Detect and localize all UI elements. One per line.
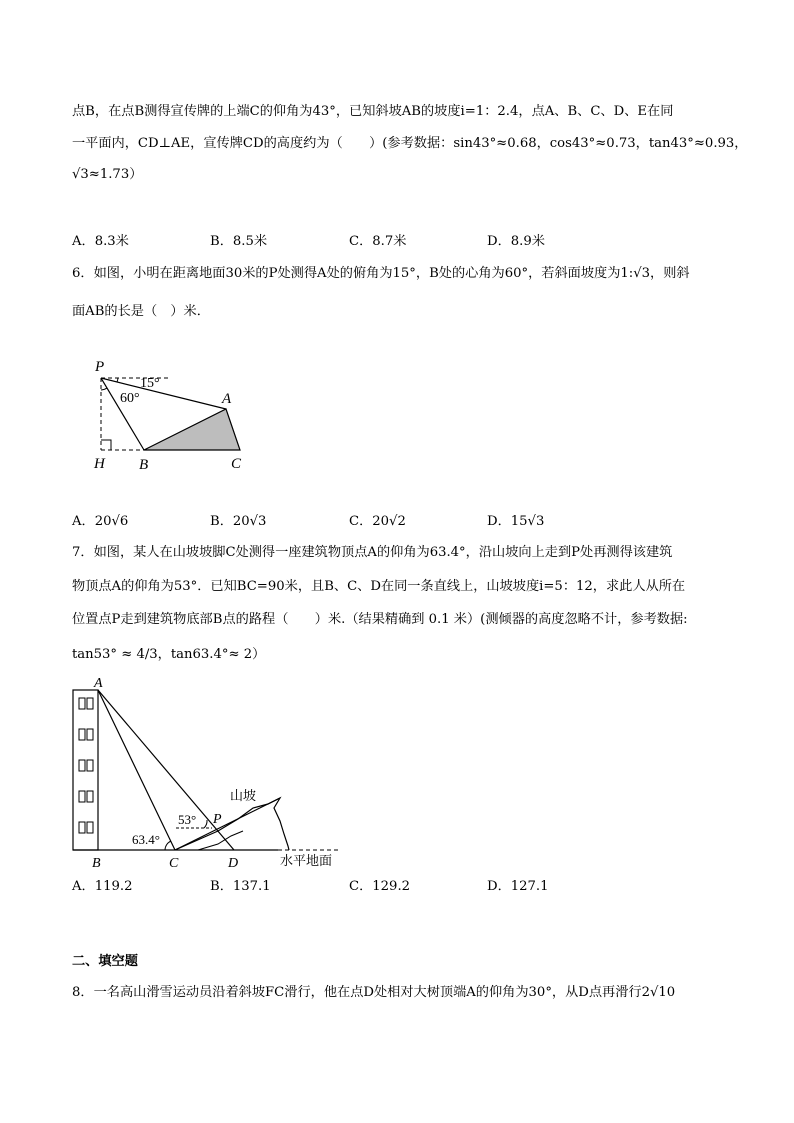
q7-angle-634: 63.4° <box>132 832 160 847</box>
q7-label-ground: 水平地面 <box>280 853 333 868</box>
q5-option-c: C．8.7米 <box>349 234 407 249</box>
q6-option-b: B．20√3 <box>210 514 267 529</box>
q7-angle-arc-53 <box>204 820 207 828</box>
q6-angle-15: 15° <box>140 376 160 391</box>
q5-line-2: 一平面内，CD⊥AE，宣传牌CD的高度约为（ ）(参考数据：sin43°≈0.68，cos43°≈0.73，tan43°≈0.93， <box>72 136 748 151</box>
q5-option-d: D．8.9米 <box>487 234 545 249</box>
q7-line-1: 7．如图，某人在山坡坡脚C处测得一座建筑物顶点A的仰角为63.4°，沿山坡向上走到P处再测得该建筑 <box>72 545 673 560</box>
q6-option-d: D．15√3 <box>487 514 545 529</box>
q6-label-b: B <box>139 457 149 473</box>
q7-label-p: P <box>213 812 222 827</box>
q7-label-slope: 山坡 <box>230 788 257 803</box>
q7-label-c: C <box>169 856 179 870</box>
q6-label-h: H <box>94 456 105 472</box>
q7-label-d: D <box>228 856 239 870</box>
q6-angle-60: 60° <box>120 391 140 406</box>
q7-angle-53: 53° <box>178 812 197 827</box>
q7-line-3: 位置点P走到建筑物底部B点的路程（ ）米.（结果精确到 0.1 米）(测倾器的高度忽略不计，参考数据: <box>72 612 688 627</box>
q7-line-2: 物顶点A的仰角为53°．已知BC=90米，且B、C、D在同一条直线上，山坡坡度i=5：12，求此人从所在 <box>72 579 686 594</box>
q7-figure <box>68 676 358 870</box>
q6-label-c: C <box>231 456 242 472</box>
q7-line-4: tan53° ≈ 4/3，tan63.4°≈ 2） <box>72 647 266 662</box>
q7-option-c: C．129.2 <box>349 879 411 894</box>
q7-label-b: B <box>92 856 101 870</box>
q7-option-a: A．119.2 <box>72 879 133 894</box>
q6-option-a: A．20√6 <box>72 514 129 529</box>
q7-line-ac <box>98 690 175 850</box>
section-title: 二、填空题 <box>72 954 138 969</box>
q5-option-b: B．8.5米 <box>210 234 268 249</box>
q6-label-p: P <box>95 359 105 375</box>
q5-option-a: A．8.3米 <box>72 234 129 249</box>
q7-option-b: B．137.1 <box>210 879 271 894</box>
q5-line-1: 点B，在点B测得宣传牌的上端C的仰角为43°，已知斜坡AB的坡度i=1：2.4，点A、B、C、D、E在同 <box>72 104 674 119</box>
q6-angle-arc-60 <box>101 388 107 390</box>
q6-line-1: 6．如图，小明在距离地面30米的P处测得A处的俯角为15°，B处的心角为60°，若斜面坡度为1:√3，则斜 <box>72 266 690 281</box>
q5-line-3: √3≈1.73） <box>72 167 143 182</box>
q6-shaded-triangle <box>144 409 240 450</box>
q6-angle-arc-15 <box>117 378 118 382</box>
q7-angle-arc-634 <box>165 841 171 850</box>
q7-option-d: D．127.1 <box>487 879 549 894</box>
q6-option-c: C．20√2 <box>349 514 406 529</box>
q7-label-a: A <box>94 676 103 691</box>
q8-line-1: 8．一名高山滑雪运动员沿着斜坡FC滑行，他在点D处相对大树顶端A的仰角为30°，从D点再滑行2√10 <box>72 985 676 1000</box>
q6-right-angle-mark <box>101 440 111 450</box>
q6-line-2: 面AB的长是（ ）米． <box>72 304 210 319</box>
q6-line-pb <box>101 378 144 450</box>
q6-label-a: A <box>222 391 232 407</box>
q6-figure <box>88 352 258 477</box>
